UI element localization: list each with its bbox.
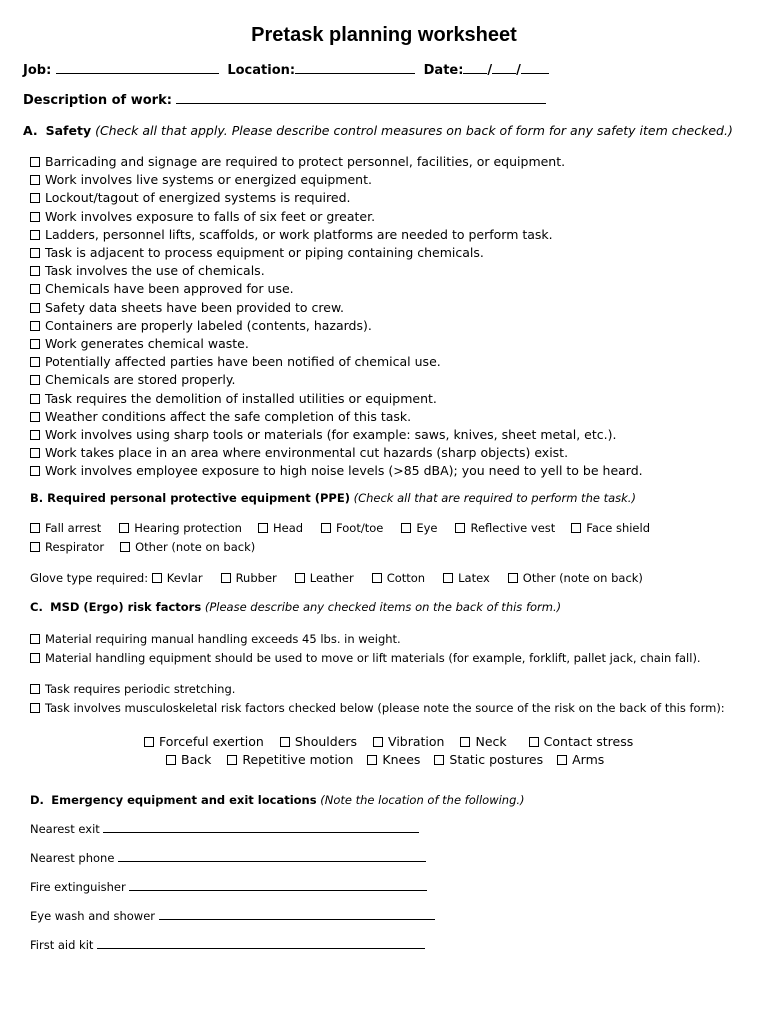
safety-item-label: Barricading and signage are required to protect personnel, facilities, or equipment. (45, 154, 566, 169)
checkbox[interactable] (30, 157, 40, 167)
safety-item[interactable] (30, 262, 643, 280)
checkbox[interactable] (30, 448, 40, 458)
checkbox[interactable] (30, 684, 40, 694)
safety-item-label: Chemicals are stored properly. (45, 372, 236, 388)
msd-group-1 (30, 630, 701, 668)
fire-extinguisher-field[interactable] (129, 879, 427, 891)
nearest-phone-field[interactable] (118, 850, 426, 862)
section-d-title: Emergency equipment and exit locations (51, 793, 317, 807)
checkbox[interactable] (30, 175, 40, 185)
risk-row-1 (144, 734, 633, 749)
checkbox[interactable] (367, 755, 377, 765)
safety-item-label: Weather conditions affect the safe completion of this task. (45, 408, 412, 424)
date-month-field[interactable] (463, 62, 487, 74)
safety-item[interactable] (30, 189, 643, 207)
section-a-letter: A. (23, 123, 38, 138)
risk-option[interactable]: Vibration (373, 734, 444, 749)
safety-item[interactable] (30, 444, 643, 462)
safety-item[interactable] (30, 153, 643, 171)
section-d-heading (30, 793, 525, 807)
checkbox[interactable] (443, 573, 453, 583)
ppe-option[interactable]: Face shield (571, 521, 650, 535)
checkbox[interactable] (166, 755, 176, 765)
ppe-option[interactable]: Reflective vest (455, 521, 555, 535)
safety-item-label: Potentially affected parties have been notified of chemical use. (45, 354, 441, 370)
safety-item[interactable] (30, 335, 643, 353)
glove-label: Glove type required: (30, 571, 149, 585)
page-title: Pretask planning worksheet (251, 24, 517, 46)
checkbox[interactable] (30, 230, 40, 240)
checkbox[interactable] (460, 737, 470, 747)
section-d-note: (Note the location of the following.) (320, 793, 525, 807)
ppe-option[interactable]: Head (258, 521, 303, 535)
section-c-title: MSD (Ergo) risk factors (50, 600, 202, 614)
checkbox[interactable] (30, 357, 40, 367)
safety-item[interactable] (30, 390, 643, 408)
checkbox[interactable] (30, 703, 40, 713)
checkbox[interactable] (30, 212, 40, 222)
checkbox[interactable] (30, 339, 40, 349)
location-field[interactable] (295, 62, 415, 74)
ppe-row-1 (30, 521, 650, 535)
checkbox[interactable] (30, 303, 40, 313)
checkbox[interactable] (119, 523, 129, 533)
ppe-option[interactable]: Foot/toe (321, 521, 383, 535)
ppe-option[interactable]: Eye (401, 521, 437, 535)
checkbox[interactable] (401, 523, 411, 533)
checkbox[interactable] (373, 737, 383, 747)
checkbox[interactable] (30, 193, 40, 203)
checkbox[interactable] (258, 523, 268, 533)
date-label: Date: (423, 63, 464, 78)
emergency-field-row (30, 937, 425, 952)
checkbox[interactable] (30, 248, 40, 258)
first-aid-kit-label: First aid kit (30, 938, 94, 952)
safety-item[interactable] (30, 208, 643, 226)
ppe-option[interactable]: Fall arrest (30, 521, 101, 535)
checkbox[interactable] (508, 573, 518, 583)
emergency-field-row (30, 850, 426, 865)
glove-option[interactable]: Cotton (372, 571, 425, 585)
safety-item-label: Safety data sheets have been provided to crew. (45, 299, 344, 315)
risk-option[interactable]: Shoulders (280, 734, 357, 749)
safety-item-label: Work involves exposure to falls of six feet or greater. (45, 208, 376, 224)
risk-option[interactable]: Contact stress (529, 734, 634, 749)
date-day-field[interactable] (492, 62, 516, 74)
safety-item[interactable] (30, 171, 643, 189)
safety-item[interactable] (30, 462, 643, 480)
section-a-title: Safety (45, 123, 92, 138)
checkbox[interactable] (571, 523, 581, 533)
safety-checklist (30, 153, 643, 481)
msd-item[interactable]: Task involves musculoskeletal risk factors checked below (please note the source of the risk on the back of this form): (30, 699, 725, 718)
safety-item[interactable] (30, 244, 643, 262)
msd-item[interactable]: Material requiring manual handling exceeds 45 lbs. in weight. (30, 630, 701, 649)
checkbox[interactable] (152, 573, 162, 583)
risk-option[interactable]: Knees (367, 752, 420, 767)
section-c-note: (Please describe any checked items on the back of this form.) (204, 600, 562, 614)
checkbox[interactable] (280, 737, 290, 747)
checkbox[interactable] (434, 755, 444, 765)
safety-item[interactable] (30, 353, 643, 371)
safety-item[interactable] (30, 371, 643, 389)
risk-option[interactable]: Neck (460, 734, 506, 749)
safety-item-label: Containers are properly labeled (contents, hazards). (45, 317, 372, 333)
checkbox[interactable] (144, 737, 154, 747)
safety-item-label: Work involves live systems or energized equipment. (45, 172, 372, 188)
checkbox[interactable] (30, 523, 40, 533)
checkbox[interactable] (30, 321, 40, 331)
glove-option[interactable]: Latex (443, 571, 490, 585)
checkbox[interactable] (30, 394, 40, 404)
checkbox[interactable] (321, 523, 331, 533)
description-row (23, 92, 546, 108)
checkbox[interactable] (30, 266, 40, 276)
safety-item[interactable] (30, 226, 643, 244)
nearest-exit-label: Nearest exit (30, 822, 100, 836)
glove-option[interactable]: Rubber (221, 571, 277, 585)
checkbox[interactable] (30, 430, 40, 440)
first-aid-kit-field[interactable] (97, 937, 425, 949)
safety-item[interactable] (30, 317, 643, 335)
section-c-letter: C. (30, 600, 43, 614)
safety-item-label: Chemicals have been approved for use. (45, 281, 294, 297)
checkbox[interactable] (30, 284, 40, 294)
checkbox[interactable] (120, 542, 130, 552)
safety-item-label: Work takes place in an area where environmental cut hazards (sharp objects) exist. (45, 445, 569, 461)
section-a-heading (23, 123, 733, 138)
glove-option[interactable]: Other (note on back) (508, 571, 643, 585)
safety-item-label: Task is adjacent to process equipment or piping containing chemicals. (45, 245, 484, 261)
safety-item-label: Ladders, personnel lifts, scaffolds, or work platforms are needed to perform task. (45, 226, 553, 242)
checkbox[interactable] (295, 573, 305, 583)
ppe-option[interactable]: Other (note on back) (120, 540, 255, 554)
ppe-option[interactable]: Hearing protection (119, 521, 242, 535)
risk-row-2 (166, 752, 604, 767)
risk-option[interactable]: Back (166, 752, 211, 767)
checkbox[interactable] (557, 755, 567, 765)
fire-extinguisher-label: Fire extinguisher (30, 880, 126, 894)
checkbox[interactable] (30, 375, 40, 385)
eye-wash-field[interactable] (159, 908, 435, 920)
eye-wash-label: Eye wash and shower (30, 909, 156, 923)
checkbox[interactable] (30, 466, 40, 476)
glove-option[interactable]: Leather (295, 571, 354, 585)
safety-item[interactable] (30, 299, 643, 317)
section-b-title: B. Required personal protective equipment (PPE) (30, 491, 350, 505)
ppe-option[interactable]: Respirator (30, 540, 104, 554)
location-label: Location: (227, 63, 296, 78)
nearest-exit-field[interactable] (103, 821, 419, 833)
ppe-row-2 (30, 540, 255, 554)
risk-option[interactable]: Static postures (434, 752, 543, 767)
checkbox[interactable] (455, 523, 465, 533)
section-c-heading (30, 600, 561, 614)
safety-item-label: Task involves the use of chemicals. (45, 263, 265, 279)
checkbox[interactable] (372, 573, 382, 583)
glove-row (30, 571, 643, 585)
emergency-field-row (30, 821, 419, 836)
header-row: Job: Location: Date: / / (23, 62, 549, 78)
date-year-field[interactable] (521, 62, 549, 74)
risk-option[interactable]: Arms (557, 752, 604, 767)
description-label: Description of work: (23, 93, 172, 108)
checkbox[interactable] (529, 737, 539, 747)
safety-item[interactable] (30, 426, 643, 444)
msd-group-2 (30, 680, 725, 718)
risk-option[interactable]: Repetitive motion (227, 752, 353, 767)
job-field[interactable] (56, 62, 219, 74)
checkbox[interactable] (227, 755, 237, 765)
emergency-field-row (30, 879, 427, 894)
safety-item-label: Work involves using sharp tools or materials (for example: saws, knives, sheet metal, etc.). (45, 427, 617, 443)
safety-item[interactable] (30, 408, 643, 426)
safety-item-label: Work generates chemical waste. (45, 336, 249, 352)
checkbox[interactable] (30, 653, 40, 663)
section-b-heading (30, 491, 636, 505)
risk-option[interactable]: Forceful exertion (144, 734, 264, 749)
emergency-field-row (30, 908, 435, 923)
safety-item-label: Work involves employee exposure to high noise levels (>85 dBA); you need to yell to be heard. (45, 463, 643, 479)
checkbox[interactable] (30, 542, 40, 552)
msd-item[interactable]: Task requires periodic stretching. (30, 680, 725, 699)
checkbox[interactable] (30, 634, 40, 644)
section-a-note: (Check all that apply. Please describe control measures on back of form for any safety item checked.) (95, 123, 733, 138)
description-field[interactable] (176, 92, 546, 104)
section-b-note: (Check all that are required to perform the task.) (353, 491, 636, 505)
glove-option[interactable]: Kevlar (152, 571, 203, 585)
job-label: Job: (23, 63, 52, 78)
checkbox[interactable] (221, 573, 231, 583)
safety-item-label: Lockout/tagout of energized systems is required. (45, 190, 351, 206)
section-d-letter: D. (30, 793, 44, 807)
msd-item[interactable]: Material handling equipment should be used to move or lift materials (for example, forklift, pallet jack, chain fall). (30, 649, 701, 668)
safety-item[interactable] (30, 280, 643, 298)
checkbox[interactable] (30, 412, 40, 422)
nearest-phone-label: Nearest phone (30, 851, 115, 865)
safety-item-label: Task requires the demolition of installed utilities or equipment. (45, 390, 437, 406)
